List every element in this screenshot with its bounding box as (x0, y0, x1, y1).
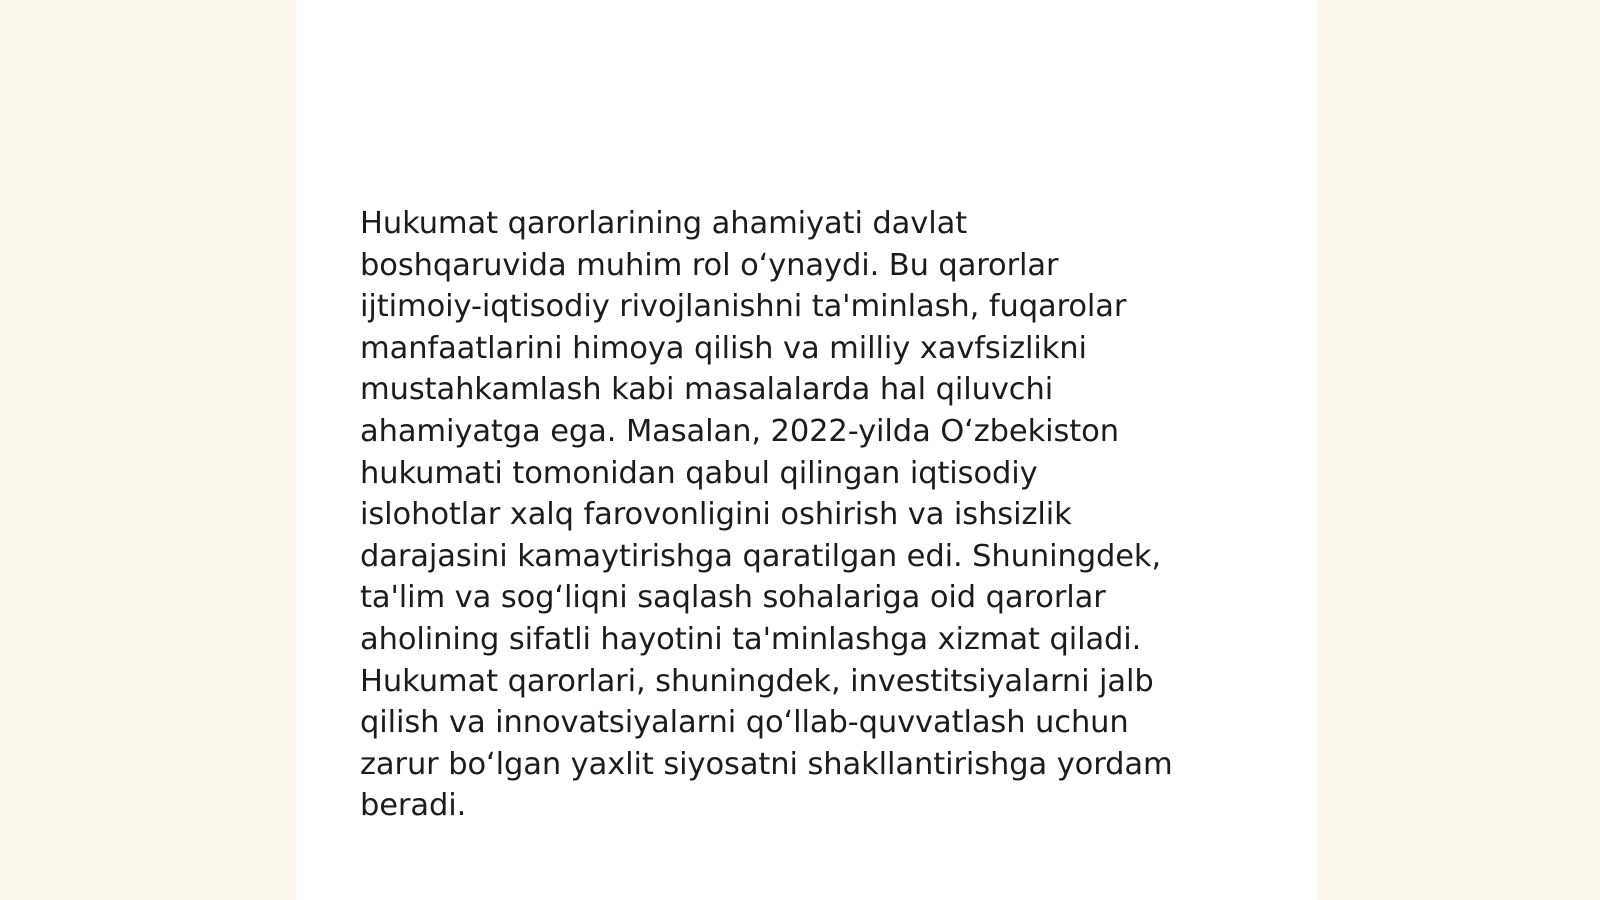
document-page (296, 0, 1318, 900)
text-line: Hukumat qarorlarining ahamiyati davlat (360, 206, 968, 241)
text-line: ahamiyatga ega. Masalan, 2022-yilda O‘zbekiston (360, 413, 1119, 449)
text-line: manfaatlarini himoya qilish va milliy xavfsizlikni (360, 330, 1087, 366)
text-line: boshqaruvida muhim rol o‘ynaydi. Bu qarorlar (360, 247, 1059, 283)
text-line: islohotlar xalq farovonligini oshirish va ishsizlik (360, 497, 1072, 533)
text-line: qilish va innovatsiyalarni qo‘llab-quvvatlash uchun (360, 705, 1129, 741)
text-line: beradi. (360, 788, 467, 824)
text-line: mustahkamlash kabi masalalarda hal qiluvchi (360, 372, 1054, 408)
body-paragraph (360, 203, 1240, 827)
text-line: aholining sifatli hayotini ta'minlashga xizmat qiladi. (360, 621, 1142, 657)
text-line: darajasini kamaytirishga qaratilgan edi. Shuningdek, (360, 538, 1162, 574)
text-line: ijtimoiy-iqtisodiy rivojlanishni ta'minlash, fuqarolar (360, 289, 1127, 325)
text-line: Hukumat qarorlari, shuningdek, investitsiyalarni jalb (360, 663, 1154, 699)
text-line: ta'lim va sog‘liqni saqlash sohalariga oid qarorlar (360, 580, 1106, 616)
text-line: zarur bo‘lgan yaxlit siyosatni shakllantirishga yordam (360, 746, 1173, 782)
text-line: hukumati tomonidan qabul qilingan iqtisodiy (360, 455, 1038, 491)
